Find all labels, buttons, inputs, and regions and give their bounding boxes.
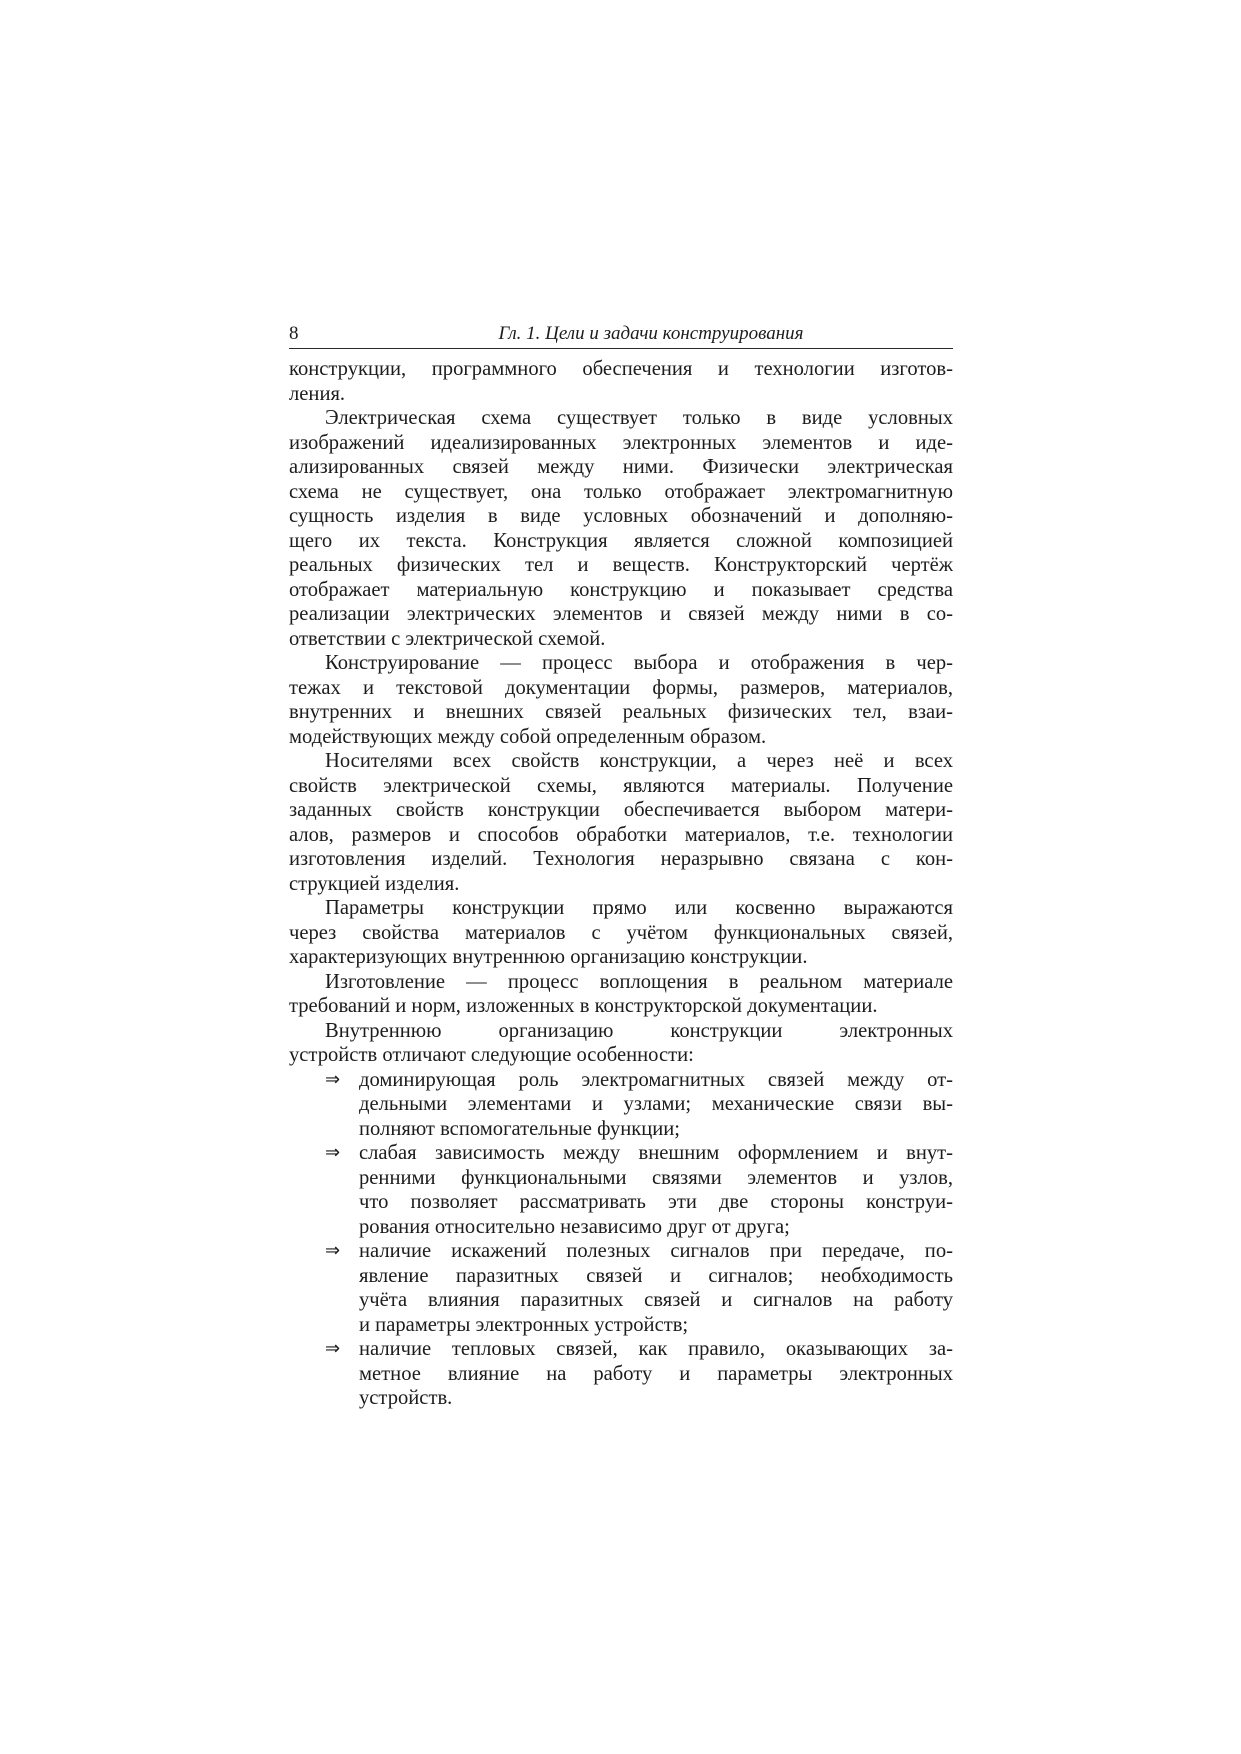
- text-line: слабая зависимость между внешним оформлением и внут-: [359, 1142, 953, 1164]
- text-line: Параметры конструкции прямо или косвенно выражаются: [325, 897, 953, 919]
- running-header: [289, 318, 953, 349]
- text-line: рования относительно независимо друг от друга;: [359, 1215, 790, 1238]
- list-item: [289, 1068, 953, 1142]
- double-arrow-icon: ⇒: [325, 1338, 341, 1359]
- text-line: полняют вспомогательные функции;: [359, 1117, 681, 1140]
- text-line: ренними функциональными связями элементов и узлов,: [359, 1166, 953, 1189]
- text-line: алов, размеров и способов обработки материалов, т.е. технологии: [289, 823, 953, 846]
- text-line: отображает материальную конструкцию и показывает средства: [289, 578, 953, 601]
- list-item: [289, 1337, 953, 1411]
- text-line: модействующих между собой определенным образом.: [289, 725, 767, 748]
- page-number: 8: [289, 323, 299, 344]
- paragraph: [289, 749, 953, 896]
- text-line: устройств.: [359, 1387, 453, 1409]
- paragraph: [289, 406, 953, 651]
- text-line: свойств электрической схемы, являются материалы. Получение: [289, 774, 953, 797]
- double-arrow-icon: ⇒: [325, 1068, 341, 1090]
- double-arrow-icon: ⇒: [325, 1240, 341, 1261]
- chapter-title: Гл. 1. Цели и задачи конструирования: [498, 323, 804, 344]
- text-line: Изготовление — процесс воплощения в реальном материале: [325, 970, 953, 993]
- text-line: метное влияние на работу и параметры электронных: [359, 1362, 953, 1385]
- text-line: изготовления изделий. Технология неразрывно связана с кон-: [289, 848, 953, 870]
- text-line: ления.: [289, 382, 346, 405]
- text-line: конструкции, программного обеспечения и технологии изготов-: [289, 358, 953, 380]
- text-line: схема не существует, она только отображает электромагнитную: [289, 480, 953, 503]
- book-page: [289, 318, 953, 1411]
- paragraphs: [289, 357, 953, 1068]
- paragraph: [289, 970, 953, 1019]
- text-line: доминирующая роль электромагнитных связей между от-: [359, 1068, 953, 1091]
- text-line: тежах и текстовой документации формы, размеров, материалов,: [289, 676, 953, 699]
- feature-list: [289, 1068, 953, 1411]
- text-line: ализированных связей между ними. Физически электрическая: [289, 456, 953, 478]
- text-line: сущность изделия в виде условных обозначений и дополняю-: [289, 505, 953, 527]
- list-item: [289, 1239, 953, 1337]
- text-line: Конструирование — процесс выбора и отображения в чер-: [325, 652, 953, 674]
- paragraph: [289, 1019, 953, 1068]
- paragraph: [289, 651, 953, 749]
- text-line: наличие тепловых связей, как правило, оказывающих за-: [359, 1338, 953, 1360]
- text-line: дельными элементами и узлами; механические связи вы-: [359, 1093, 953, 1115]
- text-line: струкцией изделия.: [289, 872, 460, 895]
- text-line: что позволяет рассматривать эти две стороны конструи-: [359, 1191, 953, 1213]
- text-line: и параметры электронных устройств;: [359, 1313, 689, 1336]
- text-line: устройств отличают следующие особенности:: [289, 1044, 694, 1066]
- text-line: явление паразитных связей и сигналов; необходимость: [359, 1264, 953, 1287]
- text-line: заданных свойств конструкции обеспечивается выбором матери-: [289, 799, 953, 821]
- double-arrow-icon: ⇒: [325, 1142, 341, 1163]
- text-line: щего их текста. Конструкция является сложной композицией: [289, 529, 953, 552]
- text-line: характеризующих внутреннюю организацию конструкции.: [289, 946, 808, 968]
- text-line: реализации электрических элементов и связей между ними в со-: [289, 603, 953, 625]
- text-line: наличие искажений полезных сигналов при передаче, по-: [359, 1240, 953, 1262]
- text-line: требований и норм, изложенных в конструкторской документации.: [289, 995, 878, 1017]
- text-line: внутренних и внешних связей реальных физических тел, взаи-: [289, 701, 953, 723]
- text-line: Внутреннюю организацию конструкции электронных: [325, 1019, 953, 1042]
- list-item: [289, 1141, 953, 1239]
- text-line: реальных физических тел и веществ. Конструкторский чертёж: [289, 554, 953, 576]
- text-line: Электрическая схема существует только в виде условных: [325, 407, 953, 429]
- text-line: через свойства материалов с учётом функциональных связей,: [289, 921, 953, 944]
- paragraph: [289, 896, 953, 970]
- text-line: ответствии с электрической схемой.: [289, 627, 606, 650]
- text-line: изображений идеализированных электронных элементов и иде-: [289, 431, 953, 454]
- text-line: учёта влияния паразитных связей и сигналов на работу: [359, 1289, 953, 1311]
- paragraph: [289, 357, 953, 406]
- body-text: [289, 357, 953, 1411]
- text-line: Носителями всех свойств конструкции, а через неё и всех: [325, 750, 953, 772]
